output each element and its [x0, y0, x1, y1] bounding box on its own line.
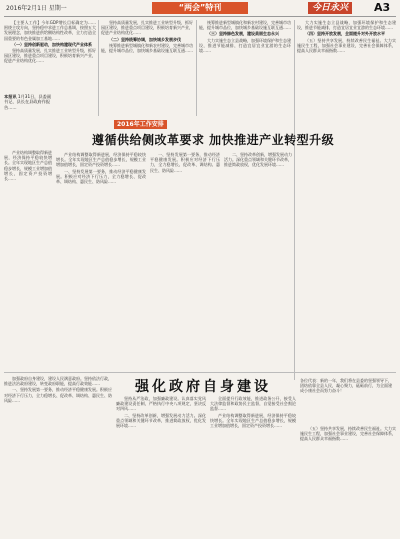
lower-col-mid: [116, 396, 206, 536]
paragraph: 一、坚持发展第一要务，推动经济平稳健康发展。积极应对经济下行压力，全力稳增长、促改革、调结构、惠民生、防风险……: [4, 387, 112, 403]
paragraph: 坚持高质量发展，扎实推进工业转型升级，抓好园区建设，推进重点项目建设，积极培育新兴产业，促进产业结构优化……: [101, 20, 193, 36]
paragraph: 产业结构调整取得新进展，经济保持平稳较快增长。全年实现地区生产总值稳步增长，规模工业增加值增长，固定资产投资增长……: [56, 152, 146, 168]
issue-date: 2016年2月1日 星期一: [6, 5, 67, 12]
main-article-col-right: [224, 152, 292, 370]
reporter-lead: 本报讯: [4, 94, 17, 99]
section-divider: [4, 372, 396, 373]
column-divider: [98, 20, 99, 116]
column-1-top: [4, 20, 96, 92]
paragraph: 坚持高质量发展，扎实推进工业转型升级，抓好园区建设，推进重点项目建设，积极培育新兴产业，促进产业结构优化……: [4, 48, 96, 64]
subheading: （四）坚持开放发展，全面提升对外开放水平: [305, 31, 385, 37]
reporter-text: 1月31日，县委副书记、县长在县政府作报告……: [4, 94, 52, 110]
main-article-col-left: [56, 152, 146, 370]
header-rule: [4, 16, 396, 17]
paragraph: 大力实施生态立县战略，加强环境保护和生态建设，推进节能减排，打造宜居宜业宜游的生态环境……: [297, 20, 396, 31]
headline-kicker: 2016年工作安排: [114, 120, 167, 129]
page-number: A3: [374, 1, 391, 14]
paragraph: （五）坚持共享发展，持续改善民生福祉。大力实施民生工程，加强社会事业建设，完善社会保障体系，提高人民群众幸福指数……: [300, 426, 396, 442]
newspaper-logo: 今日永兴: [308, 2, 352, 14]
column-4-right: [297, 20, 396, 375]
reporter-intro: [4, 94, 52, 144]
paragraph: 产业结构调整取得新进展，经济保持平稳较快增长。全年实现地区生产总值稳步增长，规模工业增加值增长，固定资产投资增长……: [210, 412, 296, 429]
subheading: （二）坚持统筹协调，加快城乡发展步伐: [109, 36, 181, 42]
subheading: （三）坚持绿色发展，建设美丽生态永兴: [207, 31, 279, 37]
lower-col-far-right: [300, 426, 396, 536]
lower-headline: 强化政府自身建设: [135, 379, 271, 395]
page-header: [0, 0, 400, 20]
column-3-top: [199, 20, 291, 116]
paragraph: 二、坚持改革创新，增强发展动力活力。深化重点领域和关键环节改革，推进简政放权，优化发展环境……: [116, 412, 206, 429]
main-article-col-first: [4, 150, 52, 370]
column-divider: [196, 20, 197, 116]
paragraph: 全面提升行政效能，推进政务公开，接受人大法律监督和政协民主监督，自觉接受社会舆论监督……: [210, 396, 296, 412]
main-article-col-mid: [150, 152, 220, 370]
paragraph: 【主要人工作】今年GDP增长目标确定为……围绕主攻方向，坚持稳中求进工作总基调，按照五大发展理念，加快推进供给侧结构性改革，全力打造全国重要的有色金属加工基地……: [4, 20, 96, 41]
section-tag: “两会”特刊: [152, 2, 248, 14]
paragraph: 产业结构调整取得新进展，经济保持平稳较快增长。全年实现地区生产总值稳步增长，规模工业增加值增长，固定资产投资增长……: [4, 150, 52, 182]
closing-note: 各位代表：新的一年，我们将在县委的坚强领导下，团结依靠全县人民，凝心聚力，砥砺前行，为全面建成小康社会而努力奋斗！: [300, 378, 392, 393]
main-article-head: [92, 120, 335, 150]
lower-col-right: [210, 396, 296, 536]
column-divider: [294, 20, 295, 380]
paragraph: 统筹推进新型城镇化和新农村建设，完善城市功能，提升城市品位，加快城乡基础设施互联互通……: [101, 42, 193, 54]
paragraph: （五）坚持共享发展，持续改善民生福祉。大力实施民生工程，加强社会事业建设，完善社会保障体系，提高人民群众幸福指数……: [297, 37, 396, 54]
subheading: （一）坚持创新驱动，加快构建现代产业体系: [12, 41, 92, 47]
lower-col-left: [4, 376, 112, 536]
main-headline: 遵循供给侧改革要求 加快推进产业转型升级: [92, 133, 335, 147]
paragraph: 一、坚持发展第一要务，推动经济平稳健康发展。积极应对经济下行压力，全力稳增长、促改革、调结构、惠民生、防风险……: [150, 152, 220, 173]
paragraph: 一、坚持发展第一要务，推动经济平稳健康发展。积极应对经济下行压力，全力稳增长、促改革、调结构、惠民生、防风险……: [56, 168, 146, 185]
paragraph: 统筹推进新型城镇化和新农村建设，完善城市功能，提升城市品位，加快城乡基础设施互联互通……: [199, 20, 291, 31]
paragraph: 二、坚持改革创新，增强发展动力活力。深化重点领域和关键环节改革，推进简政放权，优化发展环境……: [224, 152, 292, 168]
paragraph: 坚持从严治政，加强廉政建设。认真落实党风廉政建设责任制，严格执行中央八项规定，坚决反对四风……: [116, 396, 206, 412]
paragraph: 大力实施生态立县战略，加强环境保护和生态建设，推进节能减排，打造宜居宜业宜游的生态环境……: [199, 37, 291, 54]
paragraph: 加强政府自身建设，建设人民满意政府。坚持依法行政，推进法治政府建设，转变政府职能，提高行政效能……: [4, 376, 112, 387]
column-2-top: [101, 20, 193, 116]
